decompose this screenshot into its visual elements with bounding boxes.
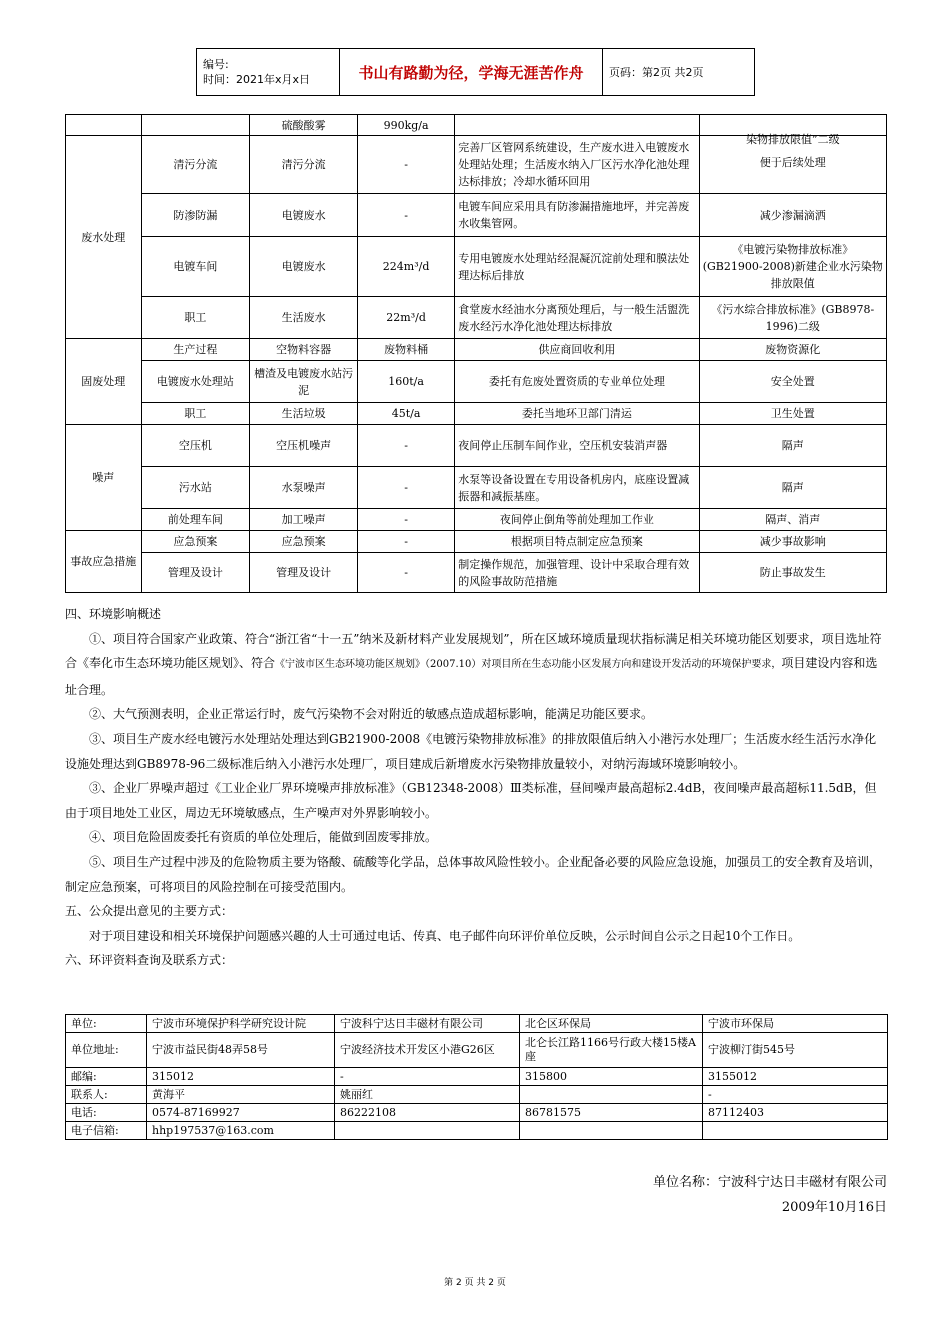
cell: 加工噪声 bbox=[250, 509, 358, 531]
cell: 宁波市益民街48弄58号 bbox=[147, 1033, 335, 1068]
cell: 防止事故发生 bbox=[699, 553, 886, 593]
table-row bbox=[66, 1033, 888, 1068]
row-label: 联系人: bbox=[66, 1086, 147, 1104]
cell: 电镀车间 bbox=[141, 237, 250, 297]
cell: - bbox=[335, 1068, 520, 1086]
row-label: 电话: bbox=[66, 1104, 147, 1122]
table-row bbox=[66, 531, 887, 553]
cell: 87112403 bbox=[703, 1104, 888, 1122]
cell: 隔声、消声 bbox=[699, 509, 886, 531]
cell: 黄海平 bbox=[147, 1086, 335, 1104]
paragraph: ⑤、项目生产过程中涉及的危险物质主要为铬酸、硫酸等化学品，总体事故风险性较小。企业配备必要的风险应急设施，加强员工的安全教育及培训，制定应急预案，可将项目的风险控制在可接受范围内。 bbox=[65, 854, 882, 894]
cell: - bbox=[357, 194, 454, 237]
cell: 宁波柳汀街545号 bbox=[703, 1033, 888, 1068]
table-row bbox=[66, 339, 887, 361]
cell: 隔声 bbox=[699, 425, 886, 467]
cell: 315012 bbox=[147, 1068, 335, 1086]
table-row bbox=[66, 553, 887, 593]
category-cell: 废水处理 bbox=[66, 136, 142, 339]
table-row bbox=[66, 194, 887, 237]
cell: - bbox=[357, 425, 454, 467]
row-label: 邮编: bbox=[66, 1068, 147, 1086]
cell: 生产过程 bbox=[141, 339, 250, 361]
cell: 生活废水 bbox=[250, 297, 358, 339]
cell: 供应商回收利用 bbox=[455, 339, 699, 361]
cell: 应急预案 bbox=[141, 531, 250, 553]
cell: 宁波经济技术开发区小港G26区 bbox=[335, 1033, 520, 1068]
email-link[interactable]: hhp197537@163.com bbox=[147, 1122, 335, 1140]
cell: 完善厂区管网系统建设，生产废水进入电镀废水处理站处理；生活废水纳入厂区污水净化池处理达标排放；冷却水循环回用 bbox=[455, 136, 699, 194]
cell: 隔声 bbox=[699, 467, 886, 509]
header-box bbox=[196, 48, 755, 96]
paragraph-part: ①、项目符合国家产业政策、符合“浙江省“十一五”纳米及新材料产业发展规划”，所在区域环境质量现状指标满足相关环境功能区划要求，项目选址符合《奉化市生态环境功能区规划》、符合 bbox=[65, 631, 882, 671]
cell: 北仑长江路1166号行政大楼15楼A座 bbox=[520, 1033, 703, 1068]
cell: - bbox=[703, 1086, 888, 1104]
section-heading: 六、环评资料查询及联系方式： bbox=[65, 953, 234, 968]
paragraph: ③、企业厂界噪声超过《工业企业厂界环境噪声排放标准》（GB12348-2008）Ⅲ类标准，昼间噪声最高超标2.4dB，夜间噪声最高超标11.5dB，但由于项目地处工业区，周边无环境敏感点，生产噪声对外界影响较小。 bbox=[65, 781, 877, 820]
cell: 空压机 bbox=[141, 425, 250, 467]
cell: 管理及设计 bbox=[250, 553, 358, 593]
cell: 宁波市环保局 bbox=[703, 1015, 888, 1033]
table-row bbox=[66, 297, 887, 339]
cell: 硫酸酸雾 bbox=[250, 115, 358, 136]
signature-date: 2009年10月16日 bbox=[781, 1200, 887, 1215]
measures-table bbox=[65, 114, 887, 593]
cell bbox=[455, 115, 699, 136]
body-text bbox=[65, 602, 887, 973]
cell: 清污分流 bbox=[141, 136, 250, 194]
cell: 3155012 bbox=[703, 1068, 888, 1086]
cell: 水泵等设备设置在专用设备机房内，底座设置减振器和减振基座。 bbox=[455, 467, 699, 509]
table-row bbox=[66, 467, 887, 509]
table-row bbox=[66, 1122, 888, 1140]
cell: 废物资源化 bbox=[699, 339, 886, 361]
cell: 职工 bbox=[141, 403, 250, 425]
cell bbox=[335, 1122, 520, 1140]
cell: 卫生处置 bbox=[699, 403, 886, 425]
cell: 宁波市环境保护科学研究设计院 bbox=[147, 1015, 335, 1033]
paragraph: 对于项目建设和相关环境保护问题感兴趣的人士可通过电话、传真、电子邮件向环评价单位反映，公示时间自公示之日起10个工作日。 bbox=[89, 928, 801, 943]
cell: 990kg/a bbox=[357, 115, 454, 136]
cell: 生活垃圾 bbox=[250, 403, 358, 425]
cell: 0574-87169927 bbox=[147, 1104, 335, 1122]
cell: 安全处置 bbox=[699, 361, 886, 403]
cell: 电镀车间应采用具有防渗漏措施地坪，并完善废水收集管网。 bbox=[455, 194, 699, 237]
table-row bbox=[66, 425, 887, 467]
cell-overflow-text: 染物排放限值”二级 bbox=[745, 133, 840, 146]
cell: - bbox=[357, 531, 454, 553]
cell: 职工 bbox=[141, 297, 250, 339]
table-row bbox=[66, 509, 887, 531]
cell: 食堂废水经油水分离预处理后，与一般生活盥洗废水经污水净化池处理达标排放 bbox=[455, 297, 699, 339]
cell: 北仑区环保局 bbox=[520, 1015, 703, 1033]
table-row bbox=[66, 1104, 888, 1122]
cell: 《污水综合排放标准》(GB8978-1996)二级 bbox=[699, 297, 886, 339]
cell: 减少渗漏滴洒 bbox=[699, 194, 886, 237]
table-row bbox=[66, 136, 887, 194]
cell: 空物料容器 bbox=[250, 339, 358, 361]
table-row bbox=[66, 1068, 888, 1086]
cell: 管理及设计 bbox=[141, 553, 250, 593]
paragraph-part: 项目建设内容和选址合理。 bbox=[65, 656, 878, 697]
page-footer: 第 2 页 共 2 页 bbox=[444, 1278, 506, 1288]
cell: 前处理车间 bbox=[141, 509, 250, 531]
table-row bbox=[66, 361, 887, 403]
cell-text: 便于后续处理 bbox=[759, 156, 826, 169]
paragraph: ④、项目危险固废委托有资质的单位处理后，能做到固废零排放。 bbox=[89, 830, 438, 845]
cell: 160t/a bbox=[357, 361, 454, 403]
cell: - bbox=[357, 467, 454, 509]
table-row bbox=[66, 1015, 888, 1033]
category-cell: 固废处理 bbox=[66, 339, 142, 425]
cell: 委托有危废处置资质的专业单位处理 bbox=[455, 361, 699, 403]
cell: 224m³/d bbox=[357, 237, 454, 297]
paragraph: ③、项目生产废水经电镀污水处理站处理达到GB21900-2008《电镀污染物排放标准》的排放限值后纳入小港污水处理厂；生活废水经生活污水净化设施处理达到GB8978-96二级标准后纳入小港污水处理厂，项目建成后新增废水污染物排放量较小，对纳污海域环境影响较小。 bbox=[65, 731, 877, 771]
cell: 电镀废水 bbox=[250, 237, 358, 297]
paragraph-part: 《宁波市区生态环境功能区规划》（2007.10）对项目所在生态功能小区发展方向和建设开发活动的环境保护要求， bbox=[275, 659, 782, 671]
category-cell: 事故应急措施 bbox=[66, 531, 142, 593]
table-row bbox=[66, 237, 887, 297]
cell: 45t/a bbox=[357, 403, 454, 425]
table-row bbox=[66, 1086, 888, 1104]
cell: 86781575 bbox=[520, 1104, 703, 1122]
cell bbox=[703, 1122, 888, 1140]
cell: 姚丽红 bbox=[335, 1086, 520, 1104]
number-label: 编号: bbox=[203, 58, 229, 71]
cell: 减少事故影响 bbox=[699, 531, 886, 553]
cell: 夜间停止压制车间作业，空压机安装消声器 bbox=[455, 425, 699, 467]
cell: - bbox=[357, 136, 454, 194]
row-label: 单位地址: bbox=[66, 1033, 147, 1068]
time-label: 时间：2021年x月x日 bbox=[203, 73, 311, 86]
cell: 专用电镀废水处理站经混凝沉淀前处理和膜法处理达标后排放 bbox=[455, 237, 699, 297]
cell: - bbox=[357, 509, 454, 531]
row-label: 单位: bbox=[66, 1015, 147, 1033]
cell: 委托当地环卫部门清运 bbox=[455, 403, 699, 425]
category-cell: 噪声 bbox=[66, 425, 142, 531]
contact-table bbox=[65, 1014, 888, 1140]
cell: 槽渣及电镀废水站污泥 bbox=[250, 361, 358, 403]
cell: 清污分流 bbox=[250, 136, 358, 194]
cell: 电镀废水 bbox=[250, 194, 358, 237]
cell: 废物料桶 bbox=[357, 339, 454, 361]
cell: 应急预案 bbox=[250, 531, 358, 553]
cell: 电镀废水处理站 bbox=[141, 361, 250, 403]
cell: 根据项目特点制定应急预案 bbox=[455, 531, 699, 553]
paragraph bbox=[65, 627, 887, 703]
cell: 夜间停止倒角等前处理加工作业 bbox=[455, 509, 699, 531]
paragraph: ②、大气预测表明，企业正常运行时，废气污染物不会对附近的敏感点造成超标影响，能满足功能区要求。 bbox=[89, 707, 654, 722]
cell: 污水站 bbox=[141, 467, 250, 509]
cell: 《电镀污染物排放标准》(GB21900-2008)新建企业水污染物排放限值 bbox=[699, 237, 886, 297]
cell: - bbox=[357, 553, 454, 593]
cell: 水泵噪声 bbox=[250, 467, 358, 509]
table-row bbox=[66, 403, 887, 425]
cell: 22m³/d bbox=[357, 297, 454, 339]
section-heading: 四、环境影响概述 bbox=[65, 607, 162, 621]
cell bbox=[699, 133, 886, 194]
cell: 86222108 bbox=[335, 1104, 520, 1122]
section-heading: 五、公众提出意见的主要方式： bbox=[65, 904, 234, 919]
motto: 书山有路勤为径，学海无涯苦作舟 bbox=[340, 49, 603, 96]
cell: 防渗防漏 bbox=[141, 194, 250, 237]
cell bbox=[520, 1086, 703, 1104]
cell: 315800 bbox=[520, 1068, 703, 1086]
cell: 空压机噪声 bbox=[250, 425, 358, 467]
row-label: 电子信箱: bbox=[66, 1122, 147, 1140]
cell bbox=[520, 1122, 703, 1140]
page-label: 页码：第2页 共2页 bbox=[603, 49, 755, 96]
signature-unit: 单位名称：宁波科宁达日丰磁材有限公司 bbox=[652, 1175, 887, 1190]
cell: 宁波科宁达日丰磁材有限公司 bbox=[335, 1015, 520, 1033]
cell: 制定操作规范，加强管理、设计中采取合理有效的风险事故防范措施 bbox=[455, 553, 699, 593]
header-meta bbox=[197, 49, 340, 96]
